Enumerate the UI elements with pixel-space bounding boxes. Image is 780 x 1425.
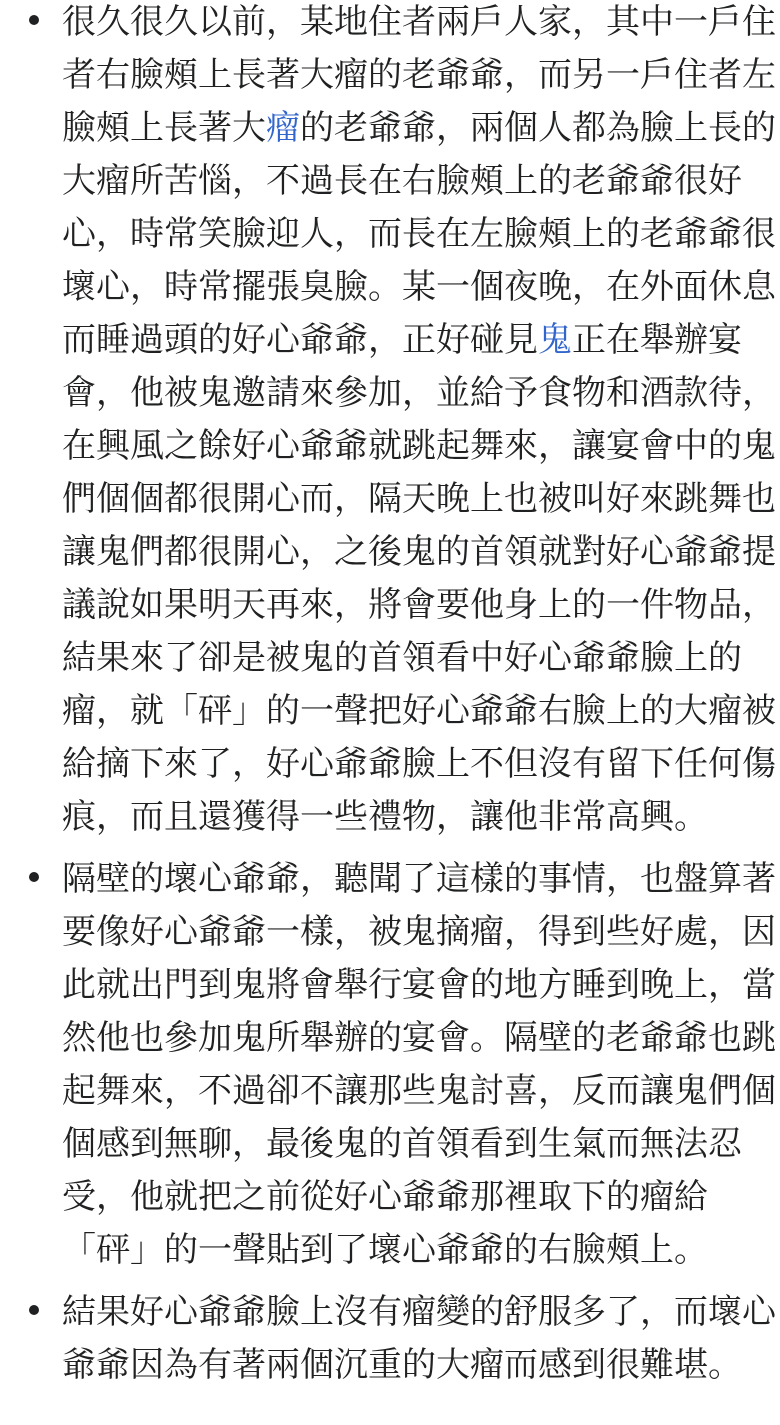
list-item [0,1286,780,1392]
wiki-link[interactable]: 鬼 [538,321,572,359]
story-text: 很久很久以前，某地住者兩戶人家，其中一戶住者右臉頰上長著大瘤的老爺爺，而另一戶住者左臉頰上長著大 [62,3,776,147]
story-text: 隔壁的壞心爺爺，聽聞了這樣的事情，也盤算著要像好心爺爺一樣，被鬼摘瘤，得到些好處，因此就出門到鬼將會舉行宴會的地方睡到晚上，當然他也參加鬼所舉辦的宴會。隔壁的老爺爺也跳起舞來，不過卻不讓那些鬼討喜，反而讓鬼們個個感到無聊，最後鬼的首領看到生氣而無法忍受，他就把之前從好心爺爺那裡取下的瘤給「砰」的一聲貼到了壞心爺爺的右臉頰上。 [62,860,776,1269]
list-item [0,853,780,1277]
wiki-link[interactable]: 瘤 [266,109,300,147]
story-text: 結果好心爺爺臉上沒有瘤變的舒服多了，而壞心爺爺因為有著兩個沉重的大瘤而感到很難堪。 [62,1293,776,1384]
bullet-marker-icon [29,872,39,882]
bullet-marker-icon [29,15,39,25]
bullet-marker-icon [29,1305,39,1315]
story-text: 的老爺爺，兩個人都為臉上長的大瘤所苦惱，不過長在右臉頰上的老爺爺很好心，時常笑臉迎人，而長在左臉頰上的老爺爺很壞心，時常擺張臭臉。某一個夜晚，在外面休息而睡過頭的好心爺爺，正好碰見 [62,109,776,359]
story-text: 正在舉辦宴會，他被鬼邀請來參加，並給予食物和酒款待，在興風之餘好心爺爺就跳起舞來，讓宴會中的鬼們個個都很開心而，隔天晚上也被叫好來跳舞也讓鬼們都很開心，之後鬼的首領就對好心爺爺提議說如果明天再來，將會要他身上的一件物品，結果來了卻是被鬼的首領看中好心爺爺臉上的瘤，就「砰」的一聲把好心爺爺右臉上的大瘤被給摘下來了，好心爺爺臉上不但沒有留下任何傷痕，而且還獲得一些禮物，讓他非常高興。 [62,321,776,836]
